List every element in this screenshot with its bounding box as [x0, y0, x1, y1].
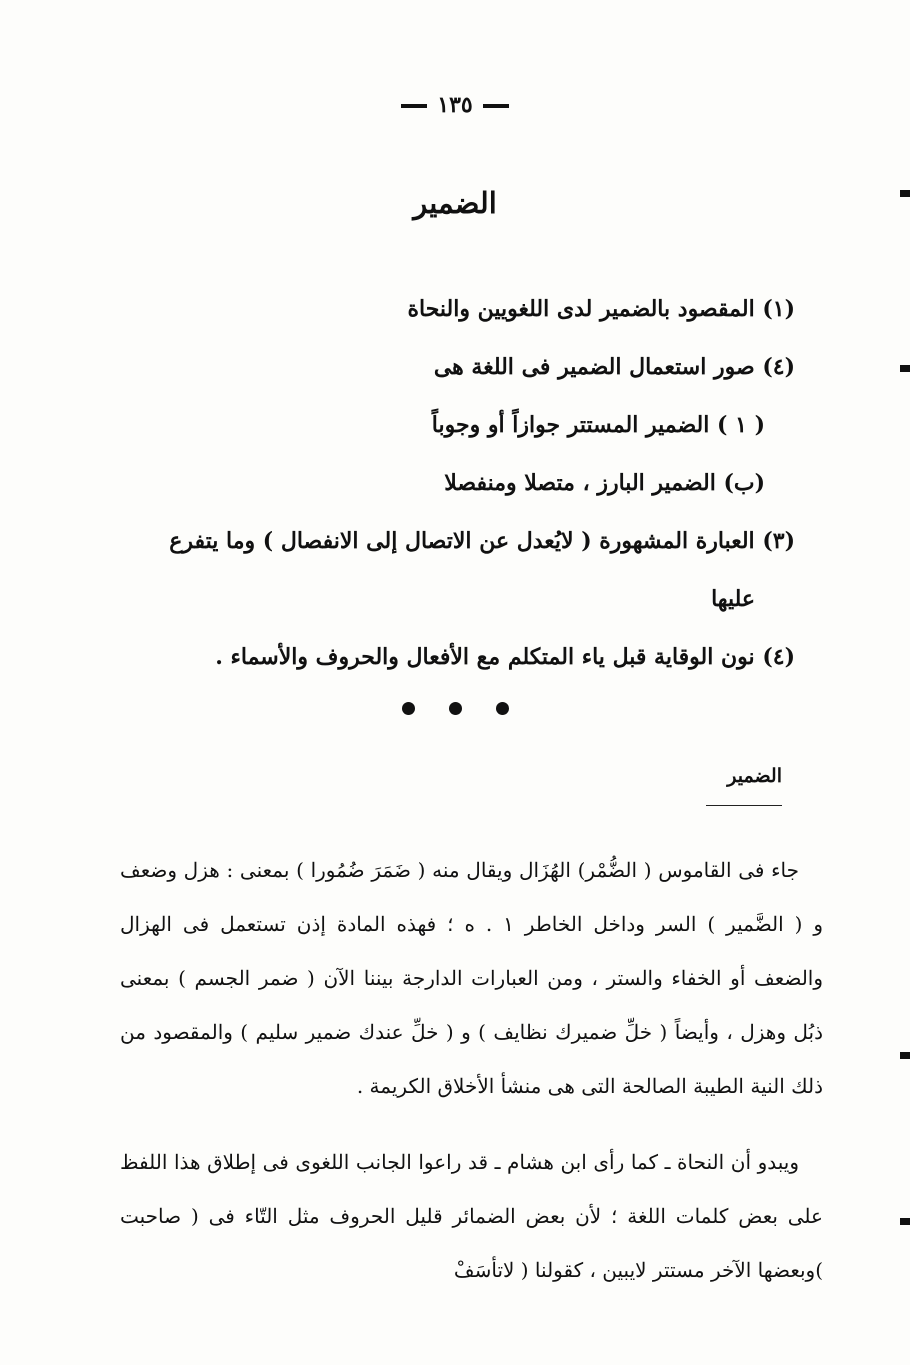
outline-item: (٤) صور استعمال الضمير فى اللغة هى: [433, 354, 795, 380]
topic-outline: [170, 280, 795, 686]
outline-item: (٣) العبارة المشهورة ( لايُعدل عن الاتصال إلى الانفصال ) وما يتفرع: [169, 528, 795, 554]
paragraph: ويبدو أن النحاة ـ كما رأى ابن هشام ـ قد راعوا الجانب اللغوى فى إطلاق هذا اللفظ على بعض كلمات اللغة ؛ لأن بعض الضمائر قليل الحروف مثل التّاء فى ( صاحبت )وبعضها الآخر مستتر لايبين ، كقولنا ( لاتأسَفْ: [120, 1150, 823, 1282]
page-title: الضمير: [413, 186, 497, 220]
body-text: [120, 843, 823, 1297]
header-dash: [483, 104, 509, 108]
outline-item: (١) المقصود بالضمير لدى اللغويين والنحاة: [407, 296, 795, 322]
divider-dot: [496, 702, 509, 715]
heading-underline: [706, 805, 782, 806]
header-dash: [401, 104, 427, 108]
outline-item-continuation: عليها: [711, 586, 755, 612]
edge-mark: [900, 365, 910, 372]
divider-dot: [449, 702, 462, 715]
edge-mark: [900, 1052, 910, 1059]
outline-subitem: (ب) الضمير البارز ، متصلا ومنفصلا: [444, 470, 765, 496]
outline-subitem: ( ١ ) الضمير المستتر جوازاً أو وجوباً: [431, 412, 765, 438]
divider-dot: [402, 702, 415, 715]
section-heading: الضمير: [727, 765, 782, 787]
edge-mark: [900, 1218, 910, 1225]
page-number: ١٣٥: [437, 92, 473, 118]
page-header: [0, 92, 910, 118]
outline-item: (٤) نون الوقاية قبل ياء المتكلم مع الأفعال والحروف والأسماء .: [215, 644, 795, 670]
section-divider: [0, 700, 910, 719]
paragraph: جاء فى القاموس ( الضُّمْر) الهُزَال ويقال منه ( ضَمَرَ ضُمُورا ) بمعنى : هزل وضعف و ( الضَّمير ) السر وداخل الخاطر ١ . ه ؛ فهذه المادة إذن تستعمل فى الهزال والضعف أو الخفاء والستر ، ومن العبارات الدارجة بيننا الآن ( ضمر الجسم ) بمعنى ذبُل وهزل ، وأيضاً ( خلِّ ضميرك نظايف ) و ( خلِّ عندك ضمير سليم ) والمقصود من ذلك النية الطيبة الصالحة التى هى منشأ الأخلاق الكريمة .: [120, 858, 823, 1098]
